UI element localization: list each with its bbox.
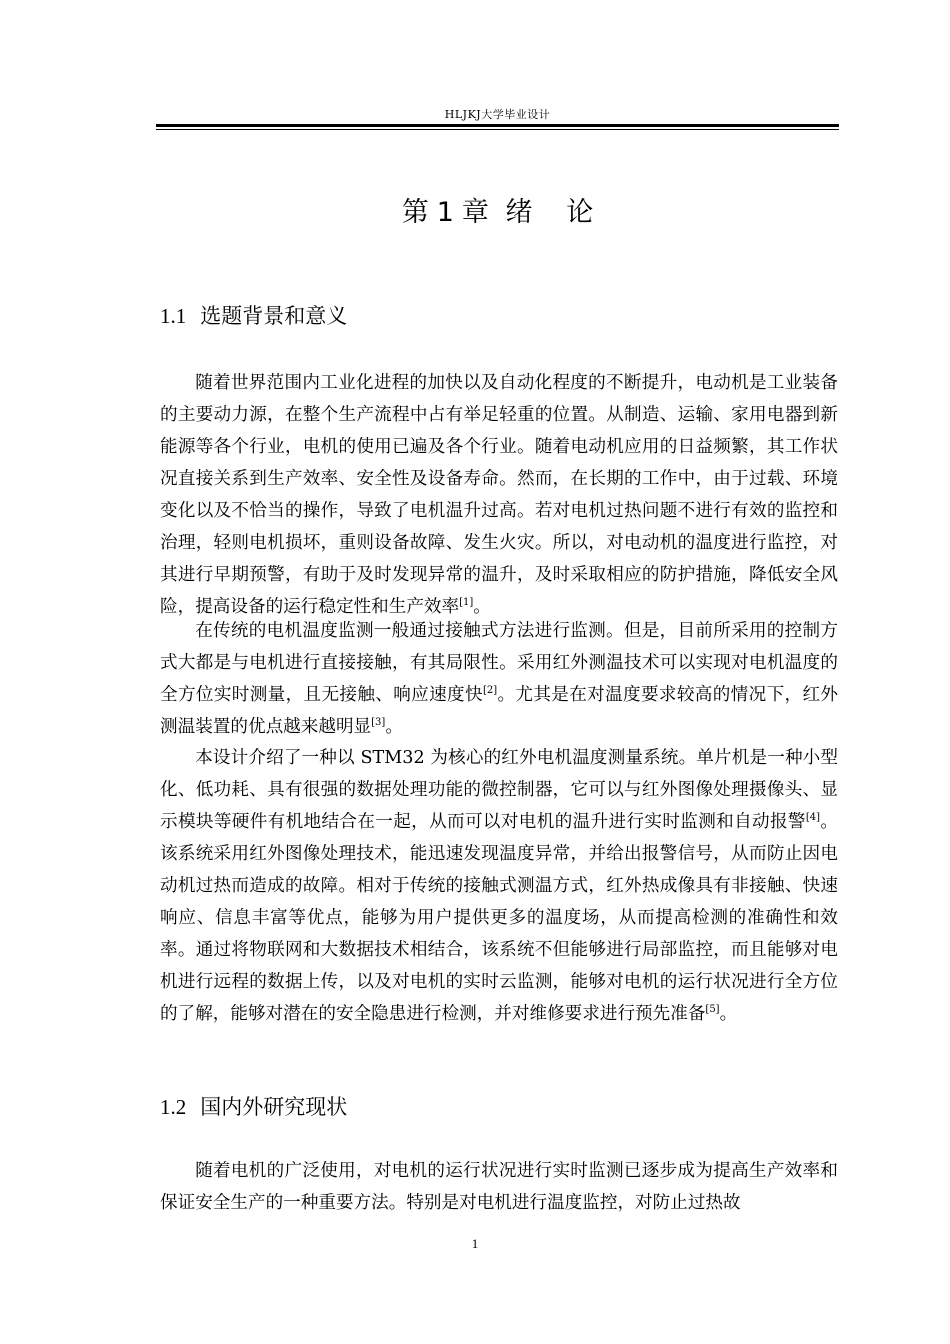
page-number: 1 xyxy=(471,1236,479,1251)
paragraph-text: 本设计介绍了一种以 STM32 为核心的红外电机温度测量系统。单片机是一种小型化、低功耗、具有很强的数据处理功能的微控制器，它可以与红外图像处理摄像头、显示模块等硬件有机地结合在一起，从而可以对电机的温升进行实时监测和自动报警 xyxy=(160,748,838,832)
section-heading-1-1 xyxy=(160,300,347,330)
paragraph-research-status xyxy=(160,1155,838,1219)
section-title: 国内外研究现状 xyxy=(200,1095,348,1119)
running-header: HLJKJ大学毕业设计 xyxy=(444,108,551,121)
chapter-number: 1 xyxy=(436,197,454,228)
chapter-title-char-2: 论 xyxy=(566,197,594,228)
chapter-title xyxy=(156,190,839,229)
paragraph-text: 。尤其是在对温度要求较高的情况下，红外测温装置的优点越来越明显 xyxy=(160,685,838,737)
section-number: 1.2 xyxy=(160,1095,187,1119)
citation-ref: [1] xyxy=(459,597,474,609)
paragraph-design-intro xyxy=(160,742,838,1030)
paragraph-text: 随着电机的广泛使用，对电机的运行状况进行实时监测已逐步成为提高生产效率和保证安全生产的一种重要方法。特别是对电机进行温度监控，对防止过热故 xyxy=(160,1161,838,1213)
section-title: 选题背景和意义 xyxy=(200,304,348,328)
citation-ref: [3] xyxy=(371,717,386,729)
header-rule-thin xyxy=(156,129,839,130)
header-rule-thick xyxy=(156,124,839,127)
paragraph-text: 。该系统采用红外图像处理技术，能迅速发现温度异常，并给出报警信号，从而防止因电动机过热而造成的故障。相对于传统的接触式测温方式，红外热成像具有非接触、快速响应、信息丰富等优点，能够为用户提供更多的温度场，从而提高检测的准确性和效率。通过将物联网和大数据技术相结合，该系统不但能够进行局部监控，而且能够对电机进行远程的数据上传，以及对电机的实时云监测，能够对电机的运行状况进行全方位的了解，能够对潜在的安全隐患进行检测，并对维修要求进行预先准备 xyxy=(160,812,838,1024)
chapter-title-char-1: 绪 xyxy=(505,197,533,228)
section-heading-1-2 xyxy=(160,1091,347,1121)
citation-ref: [5] xyxy=(705,1004,720,1016)
paragraph-end: 。 xyxy=(473,597,491,617)
citation-ref: [2] xyxy=(482,685,498,697)
section-number: 1.1 xyxy=(160,304,187,328)
chapter-word: 章 xyxy=(461,197,489,228)
paragraph-background xyxy=(160,367,838,623)
paragraph-end: 。 xyxy=(385,717,403,737)
paragraph-end: 。 xyxy=(719,1004,738,1024)
paragraph-text: 随着世界范围内工业化进程的加快以及自动化程度的不断提升，电动机是工业装备的主要动力源，在整个生产流程中占有举足轻重的位置。从制造、运输、家用电器到新能源等各个行业，电机的使用已遍及各个行业。随着电动机应用的日益频繁，其工作状况直接关系到生产效率、安全性及设备寿命。然而，在长期的工作中，由于过载、环境变化以及不恰当的操作，导致了电机温升过高。若对电机过热问题不进行有效的监控和治理，轻则电机损坏，重则设备故障、发生火灾。所以，对电动机的温度进行监控，对其进行早期预警，有助于及时发现异常的温升，及时采取相应的防护措施，降低安全风险，提高设备的运行稳定性和生产效率 xyxy=(160,373,838,617)
paragraph-text: 在传统的电机温度监测一般通过接触式方法进行监测。但是，目前所采用的控制方式大都是与电机进行直接接触，有其局限性。采用红外测温技术可以实现对电机温度的全方位实时测量，且无接触、响应速度快 xyxy=(160,621,838,705)
citation-ref: [4] xyxy=(805,812,821,824)
paragraph-traditional-methods xyxy=(160,615,838,743)
chapter-prefix: 第 xyxy=(401,197,429,228)
